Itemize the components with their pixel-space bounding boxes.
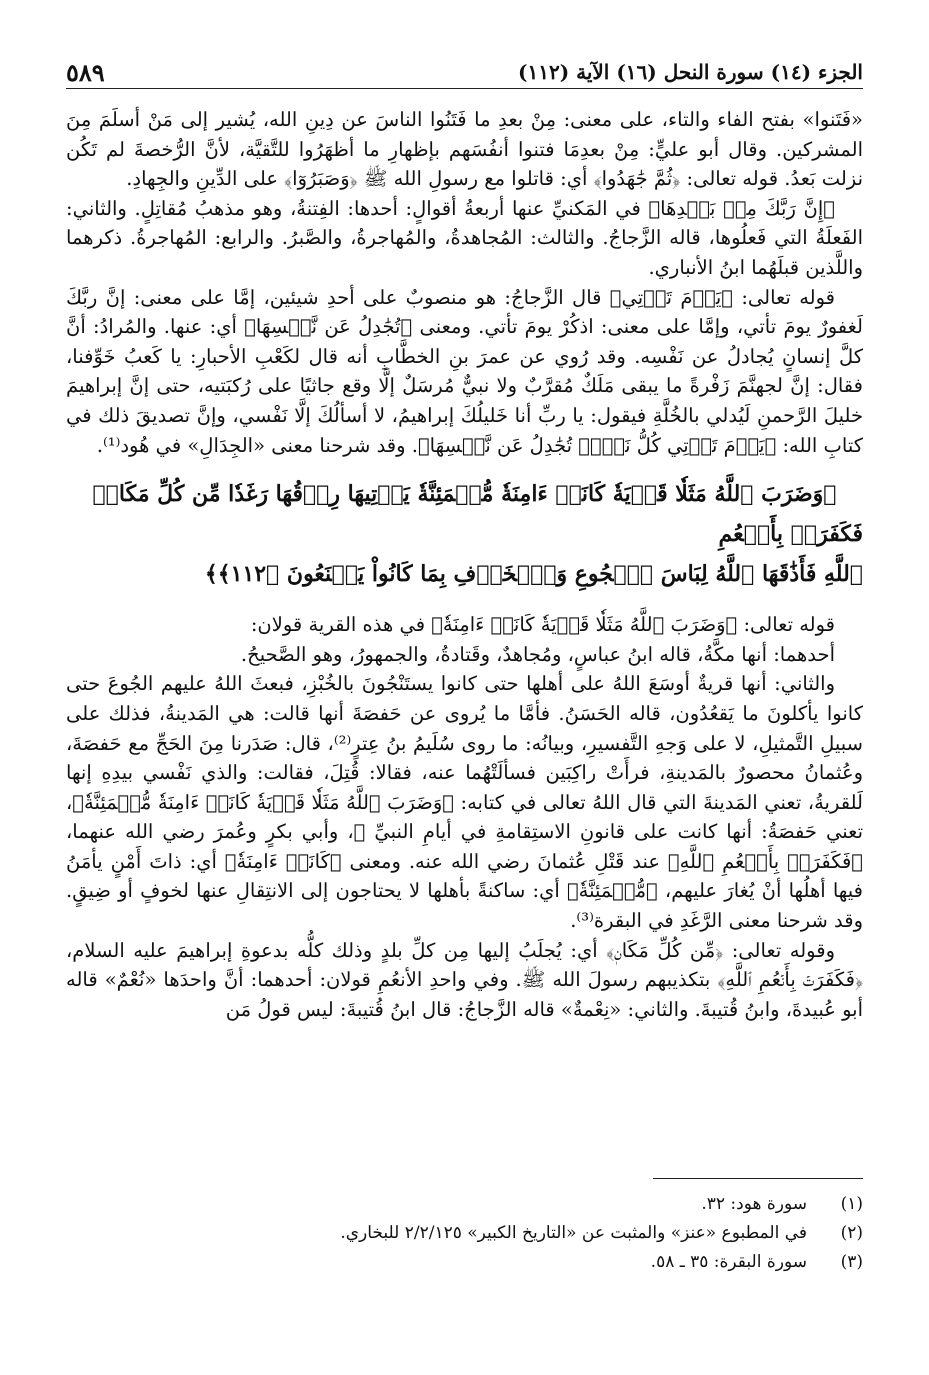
paragraph: قوله تعالى: ﴿يَوۡمَ تَأۡتِي﴾ قال الزَّجاجُ: هو منصوبٌ على أحدِ شيئين، إمَّا على معنى: إنَّ ربَّكَ لَغفورٌ يومَ تأتي، وإمَّا على معنى: اذكُرْ يومَ تأتي. ومعنى ﴿تُجَٰدِلُ عَن نَّفۡسِهَا﴾ أي: عنها. والمُرادُ: أنَّ كلَّ إنسانٍ يُجادلُ عن نَفْسِه. وقد رُوي عن عمرَ بنِ الخطَّابِ أنه قال لكَعْبِ الأحبارِ: يا كَعبُ خَوِّفنا، فقال: إنَّ لجهنَّمَ زَفْرةً ما يبقى مَلَكٌ مُقرَّبٌ ولا نبيٌّ مُرسَلٌ إلَّا وقع جاثيًا على رُكبَتيه، حتى إنَّ إبراهيمَ خليلَ الرَّحمنِ لَيُدلي بالخُلَّةِ فيقول: يا ربِّ أنا خَليلُكَ إبراهيمُ، لا أسألُكَ إلَّا نَفْسي، وإنَّ تصديقَ ذلك في كتابِ الله: ﴿يَوۡمَ تَأۡتِي كُلُّ نَفۡسٖ تُجَٰدِلُ عَن نَّفۡسِهَا﴾. وقد شرحنا معنى «الجِدَالِ» في هُود⁽¹⁾. (66, 285, 863, 457)
verse-line: ٱللَّهِ فَأَذَٰقَهَا ٱللَّهُ لِبَاسَ ٱلۡجُوعِ وَٱلۡخَوۡفِ بِمَا كَانُواْ يَصۡنَعُونَ ﴿١١٢﴾﴾ (204, 561, 863, 588)
footnote-text: سورة هود: ٣٢. (701, 1194, 807, 1214)
footnote-number: (٣) (840, 1252, 863, 1272)
paragraph: وقوله تعالى: ﴿مِّن كُلِّ مَكَانٖ﴾ أي: يُجلَبُ إليها مِن كلِّ بلدٍ وذلك كلُّه بدعوةِ إبراهيمَ عليه السلام، ﴿فَكَفَرَتۡ بِأَنۡعُمِ ٱللَّهِ﴾ بتكذيبهم رسولَ الله ﷺ. وفي واحدِ الأنعُمِ قولان: أحدهما: أنَّ واحدَها «نُعْمٌ» قاله أبو عُبيدةَ، وابنُ قُتيبةَ. والثاني: «نِعْمةٌ» قاله الزَّجاجُ: قال ابنُ قُتيبةَ: ليس قولُ مَن (66, 938, 863, 1021)
running-head: الجزء (١٤) سورة النحل (١٦) الآية (١١٢) (517, 60, 863, 84)
footnote-text: في المطبوع «عنز» والمثبت عن «التاريخ الكبير» ٢/٢/١٢٥ للبخاري. (340, 1223, 807, 1243)
footnotes (66, 1190, 863, 1277)
paragraph: «فَتَنوا» بفتح الفاء والتاء، على معنى: مِنْ بعدِ ما فَتَنُوا الناسَ عن دِينِ الله، يُشير إلى مَنْ أسلَمَ مِنَ المشركين. وقال أبو عليٍّ: مِنْ بعدِمَا فتنوا أنفُسَهم بإظهارِ ما أظهَرُوا للتَّقيَّة، لأنَّ الرُّخصةَ لم تَكُن نزلت بَعدُ. قوله تعالى: ﴿ثُمَّ جَٰهَدُوا﴾ أي: قاتلوا مع رسولِ الله ﷺ ﴿وَصَبَرُوٓا﴾ على الدِّينِ والجِهادِ. (66, 108, 863, 191)
paragraph: والثاني: أنها قريةٌ أوسَعَ اللهُ على أهلها حتى كانوا يستَنْجُونَ بالخُبْزِ، فبعثَ اللهُ عليهم الجُوعَ حتى كانوا يأكلونَ ما يَقعُدُون، قاله الحَسَنُ. فأمَّا ما يُروى عن حَفصَةَ أنها قالت: هي المَدينةُ، فذلك على سبيلِ التَّمثيلِ، لا على وَجهِ التَّفسيرِ، وبيانُه: ما روى سُلَيمُ بنُ عِترٍ⁽²⁾، قال: صَدَرنا مِنَ الحَجِّ مع حَفصَةَ، وعُثمانُ محصورٌ بالمَدينةِ، فرأَتْ راكِبَين فسألَتْهُما عنه، فقالا: قُتِلَ، فقالت: والذي نَفْسي بيدِهِ إنها لَلقريةُ، تعني المَدينةَ التي قال اللهُ تعالى في كتابه: ﴿وَضَرَبَ ٱللَّهُ مَثَلٗا قَرۡيَةٗ كَانَتۡ ءَامِنَةٗ مُّطۡمَئِنَّةٗ﴾، تعني حَفصَةُ: أنها كانت على قانونِ الاستِقامةِ في أيامِ النبيِّ ﷺ، وأبي بكرٍ وعُمرَ رضي الله عنهما، ﴿فَكَفَرَتۡ بِأَنۡعُمِ ٱللَّهِ﴾ عند قَتْلِ عُثمانَ رضي الله عنه. ومعنى ﴿كَانَتۡ ءَامِنَةٗ﴾ أي: ذاتَ أَمْنٍ يأمَنُ فيها أهلُها أنْ يُغارَ عليهم، ﴿مُّطۡمَئِنَّةٗ﴾ أي: ساكنةً بأهلها لا يحتاجون إلى الانتِقالِ عنها لخوفٍ أو ضِيقٍ. وقد شرحنا معنى الرَّغَدِ في البقرة⁽³⁾. (66, 672, 863, 933)
paragraph: قوله تعالى: ﴿وَضَرَبَ ٱللَّهُ مَثَلٗا قَرۡيَةٗ كَانَتۡ ءَامِنَةٗ﴾ في هذه القرية قولان: (250, 613, 835, 637)
main-text (66, 105, 863, 1024)
footnote (66, 1248, 863, 1277)
footnote-number: (٢) (840, 1223, 863, 1243)
footnote-text: سورة البقرة: ٣٥ ـ ٥٨. (650, 1252, 807, 1272)
footnote-divider (653, 1178, 863, 1179)
footnote (66, 1219, 863, 1248)
page-header (66, 58, 863, 89)
verse-line: ﴿وَضَرَبَ ٱللَّهُ مَثَلٗا قَرۡيَةٗ كَانَتۡ ءَامِنَةٗ مُّطۡمَئِنَّةٗ يَأۡتِيهَا رِزۡقُهَا رَغَدٗا مِّن كُلِّ مَكَانٖ فَكَفَرَتۡ بِأَنۡعُمِ (92, 481, 863, 548)
paragraph: ﴿إِنَّ رَبَّكَ مِنۢ بَعۡدِهَا﴾ في المَكنيِّ عنها أربعةُ أقوالٍ: أحدها: الفِتنةُ، وهو مذهبُ مُقاتِلٍ. والثاني: الفَعلَةُ التي فَعلُوها، قاله الزَّجاجُ. والثالث: المُجاهدةُ، والمُهاجرةُ، والصَّبرُ. والرابع: المُهاجرةُ. ذكرهما واللَّذين قبلَهُما ابنُ الأنباري. (66, 196, 863, 279)
footnote (66, 1190, 863, 1219)
paragraph: أحدهما: أنها مكَّةُ، قاله ابنُ عباسٍ، ومُجاهدٌ، وقَتادةُ، والجمهورُ، وهو الصَّحيحُ. (240, 642, 835, 666)
page-number: ٥٨٩ (66, 58, 105, 87)
footnote-number: (١) (840, 1194, 863, 1214)
quran-verse-block (66, 474, 863, 594)
